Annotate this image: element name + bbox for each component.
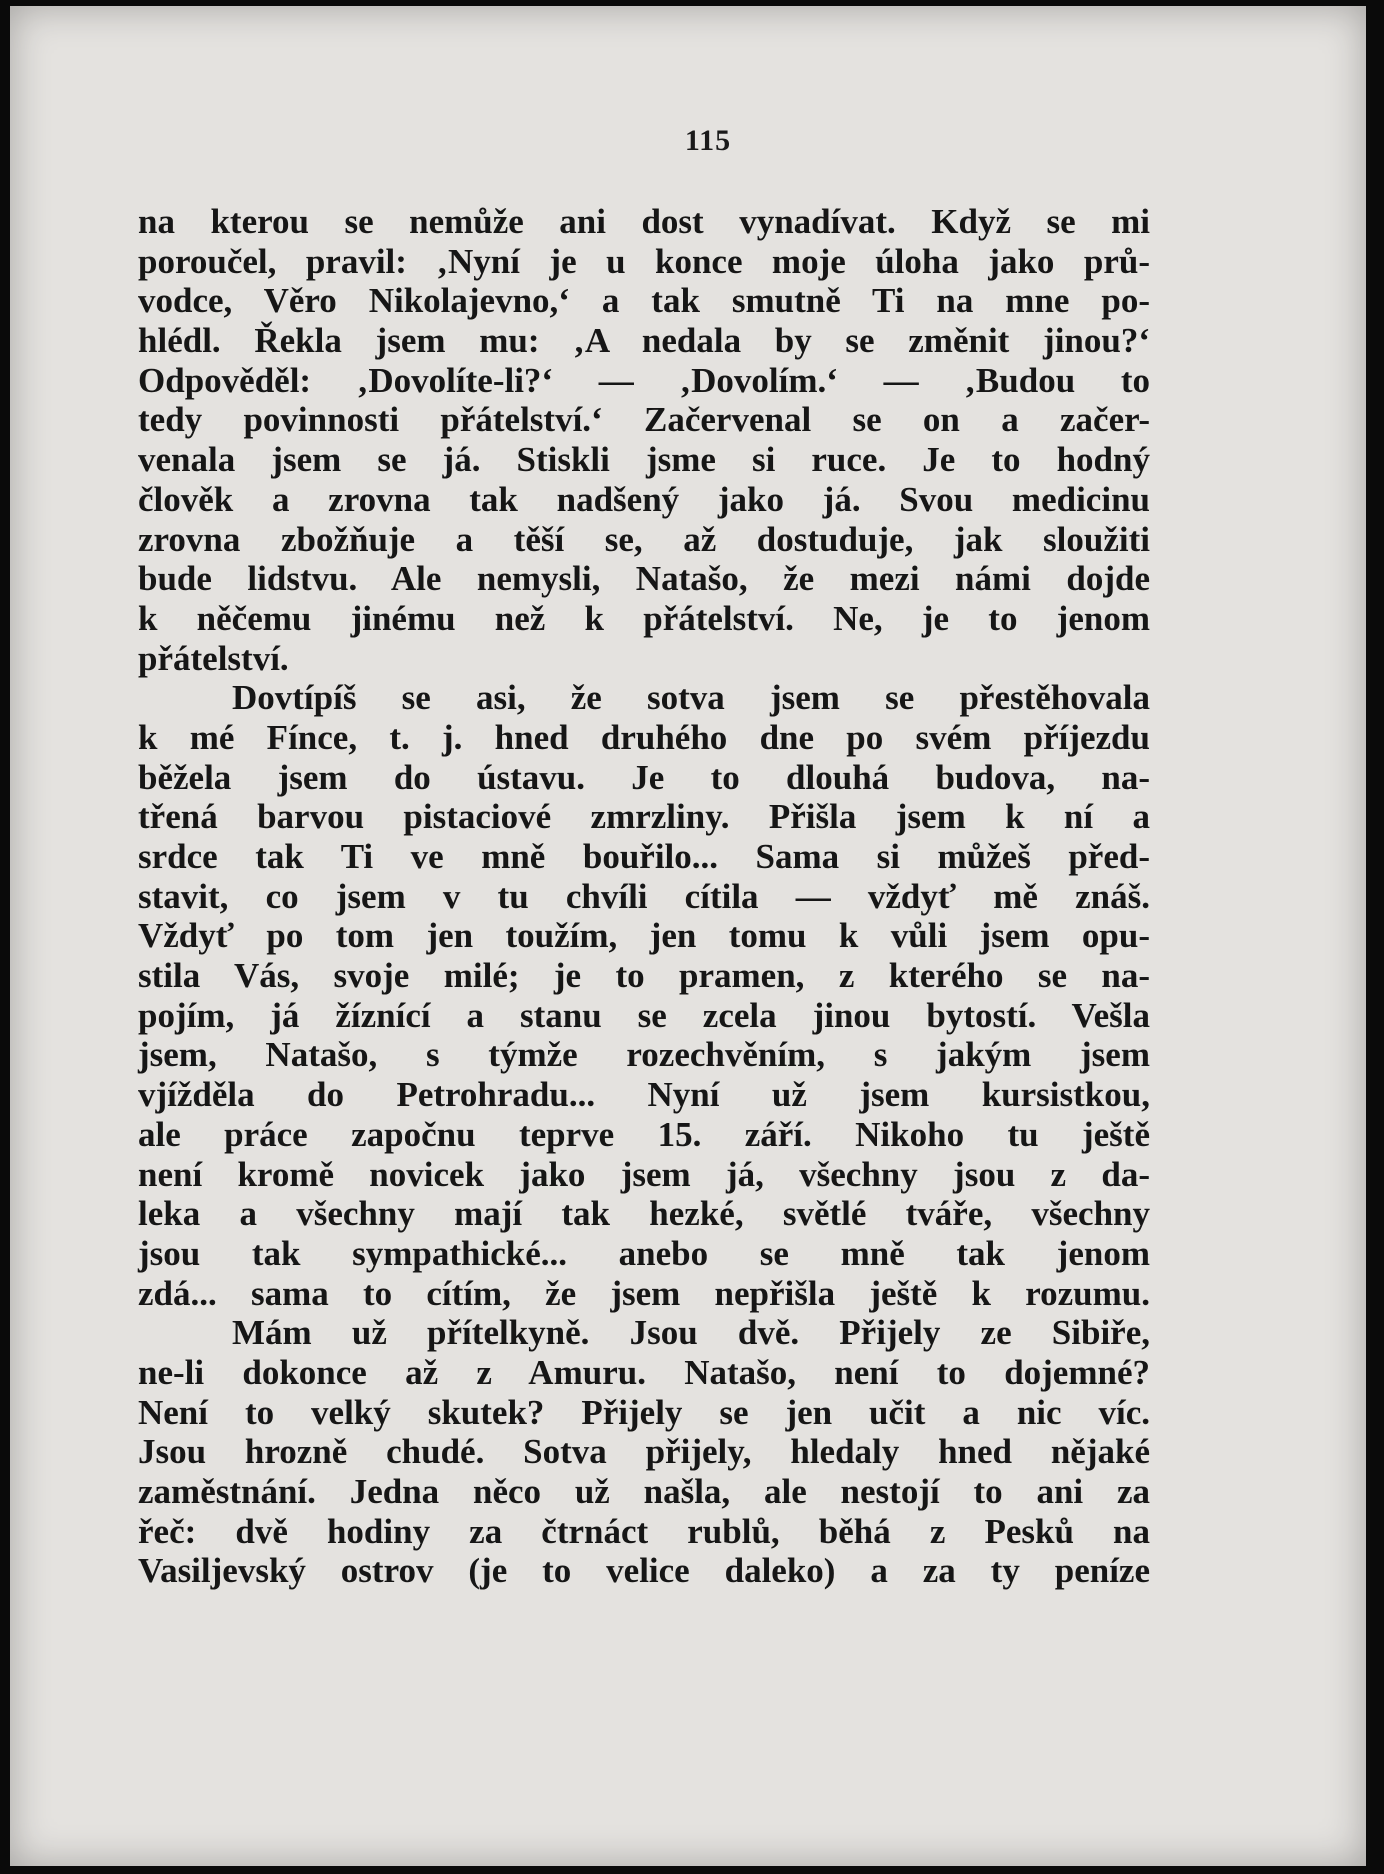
text-line: Vasiljevský ostrov (je to velice daleko) a za ty peníze bbox=[138, 1551, 1150, 1591]
text-line: pojím, já žíznící a stanu se zcela jinou bytostí. Vešla bbox=[138, 995, 1150, 1035]
text-line: řeč: dvě hodiny za čtrnáct rublů, běhá z Pesků na bbox=[138, 1511, 1150, 1551]
text-line: tedy povinnosti přátelství.‘ Začervenal se on a začer- bbox=[138, 400, 1150, 440]
text-line: zdá... sama to cítím, že jsem nepřišla ještě k rozumu. bbox=[138, 1273, 1150, 1313]
book-page bbox=[10, 6, 1366, 1866]
text-line: bude lidstvu. Ale nemysli, Natašo, že mezi námi dojde bbox=[138, 559, 1150, 599]
text-line: zaměstnání. Jedna něco už našla, ale nestojí to ani za bbox=[138, 1472, 1150, 1511]
text-line: ale práce započnu teprve 15. září. Nikoho tu ještě bbox=[138, 1114, 1150, 1154]
text-line: poroučel, pravil: ‚Nyní je u konce moje úloha jako prů- bbox=[138, 241, 1150, 281]
page-number: 115 bbox=[684, 124, 732, 157]
text-line: hlédl. Řekla jsem mu: ‚A nedala by se změnit jinou?‘ bbox=[138, 321, 1150, 361]
text-line: jsem, Natašo, s týmže rozechvěním, s jakým jsem bbox=[138, 1035, 1150, 1075]
text-line: přátelství. bbox=[138, 638, 289, 678]
text-line: venala jsem se já. Stiskli jsme si ruce. Je to hodný bbox=[138, 440, 1150, 480]
text-line: stavit, co jsem v tu chvíli cítila — vždyť mě znáš. bbox=[138, 876, 1150, 916]
text-line: srdce tak Ti ve mně bouřilo... Sama si můžeš před- bbox=[138, 837, 1150, 876]
text-line: Není to velký skutek? Přijely se jen učit a nic víc. bbox=[138, 1392, 1150, 1432]
text-line: Odpověděl: ‚Dovolíte-li?‘ — ‚Dovolím.‘ — ‚Budou to bbox=[138, 360, 1150, 400]
text-line: třená barvou pistaciové zmrzliny. Přišla jsem k ní a bbox=[138, 797, 1150, 837]
text-line: Mám už přítelkyně. Jsou dvě. Přijely ze Sibiře, bbox=[232, 1313, 1150, 1353]
text-line: jsou tak sympathické... anebo se mně tak jenom bbox=[138, 1233, 1150, 1273]
text-line: vodce, Věro Nikolajevno,‘ a tak smutně Ti na mne po- bbox=[138, 281, 1150, 321]
text-line: ne-li dokonce až z Amuru. Natašo, není to dojemné? bbox=[138, 1352, 1150, 1392]
text-line: Dovtípíš se asi, že sotva jsem se přestěhovala bbox=[232, 678, 1150, 718]
text-line: k něčemu jinému než k přátelství. Ne, je to jenom bbox=[138, 598, 1150, 638]
text-line: zrovna zbožňuje a těší se, až dostuduje, jak sloužiti bbox=[138, 519, 1150, 559]
page-text bbox=[138, 202, 1150, 1591]
text-line: stila Vás, svoje milé; je to pramen, z kterého se na- bbox=[138, 956, 1150, 996]
text-line: na kterou se nemůže ani dost vynadívat. Když se mi bbox=[138, 202, 1150, 241]
text-line: Vždyť po tom jen toužím, jen tomu k vůli jsem opu- bbox=[138, 916, 1150, 956]
text-line: běžela jsem do ústavu. Je to dlouhá budova, na- bbox=[138, 757, 1150, 797]
text-line: člověk a zrovna tak nadšený jako já. Svou medicinu bbox=[138, 479, 1150, 519]
text-line: Jsou hrozně chudé. Sotva přijely, hledaly hned nějaké bbox=[138, 1432, 1150, 1472]
text-line: vjížděla do Petrohradu... Nyní už jsem kursistkou, bbox=[138, 1075, 1150, 1115]
text-line: leka a všechny mají tak hezké, světlé tváře, všechny bbox=[138, 1194, 1150, 1234]
text-line: není kromě novicek jako jsem já, všechny jsou z da- bbox=[138, 1154, 1150, 1194]
text-line: k mé Fínce, t. j. hned druhého dne po svém příjezdu bbox=[138, 717, 1150, 757]
